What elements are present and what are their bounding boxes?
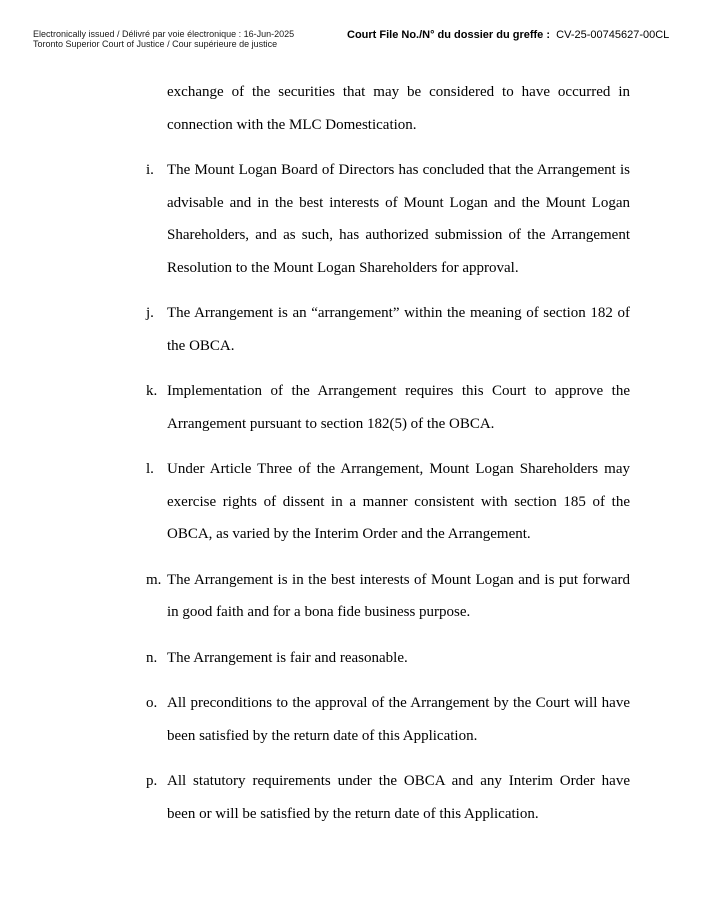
court-file-number-value: CV-25-00745627-00CL [556, 29, 670, 41]
list-item-text: The Arrangement is in the best interests of Mount Logan and is put forward in good faith and for a bona fide business purpose. [167, 571, 630, 620]
list-item-text: The Arrangement is fair and reasonable. [167, 649, 408, 666]
list-item-text: Implementation of the Arrangement requires this Court to approve the Arrangement pursuant to section 182(5) of the OBCA. [167, 383, 630, 432]
list-item-text: Under Article Three of the Arrangement, Mount Logan Shareholders may exercise rights of dissent in a manner consistent with section 185 of the OBCA, as varied by the Interim Order and the Arrangement. [167, 461, 630, 542]
list-item [146, 453, 630, 551]
list-item-marker: m. [146, 571, 162, 588]
court-file-number [347, 29, 669, 42]
list-item-text: All statutory requirements under the OBCA and any Interim Order have been or will be satisfied by the return date of this Application. [167, 773, 630, 822]
efiling-stamp-line2: Toronto Superior Court of Justice / Cour supérieure de justice [33, 39, 278, 49]
list-item-marker: n. [146, 649, 158, 666]
efiling-stamp-line1: Electronically issued / Délivré par voie électronique : 16-Jun-2025 [33, 29, 295, 39]
list-item [146, 76, 630, 141]
list-item-marker: p. [146, 773, 158, 789]
list-item-marker: j. [146, 305, 154, 321]
list-item-marker: o. [146, 695, 158, 711]
list-item-marker: l. [146, 461, 154, 477]
list-item-text: The Arrangement is an “arrangement” within the meaning of section 182 of the OBCA. [167, 305, 630, 354]
list-item [146, 564, 630, 629]
list-item-marker [146, 76, 167, 141]
list-item [146, 687, 630, 752]
court-file-number-label: Court File No./N° du dossier du greffe : [347, 29, 551, 41]
efiling-stamp [33, 29, 294, 49]
list-item [146, 375, 630, 440]
list-item-marker: i. [146, 162, 154, 178]
list-item-text: exchange of the securities that may be considered to have occurred in connection with the MLC Domestication. [167, 84, 630, 133]
list-item [146, 642, 630, 675]
list-item-text: All preconditions to the approval of the Arrangement by the Court will have been satisfied by the return date of this Application. [167, 695, 630, 744]
document-body [146, 76, 630, 843]
list-item [146, 765, 630, 830]
list-item-marker: k. [146, 383, 158, 399]
list-item-text: The Mount Logan Board of Directors has concluded that the Arrangement is advisable and in the best interests of Mount Logan and the Mount Logan Shareholders, and as such, has authorized submission of the Arrangement Resolution to the Mount Logan Shareholders for approval. [167, 162, 630, 276]
list-item [146, 154, 630, 284]
list-item [146, 297, 630, 362]
